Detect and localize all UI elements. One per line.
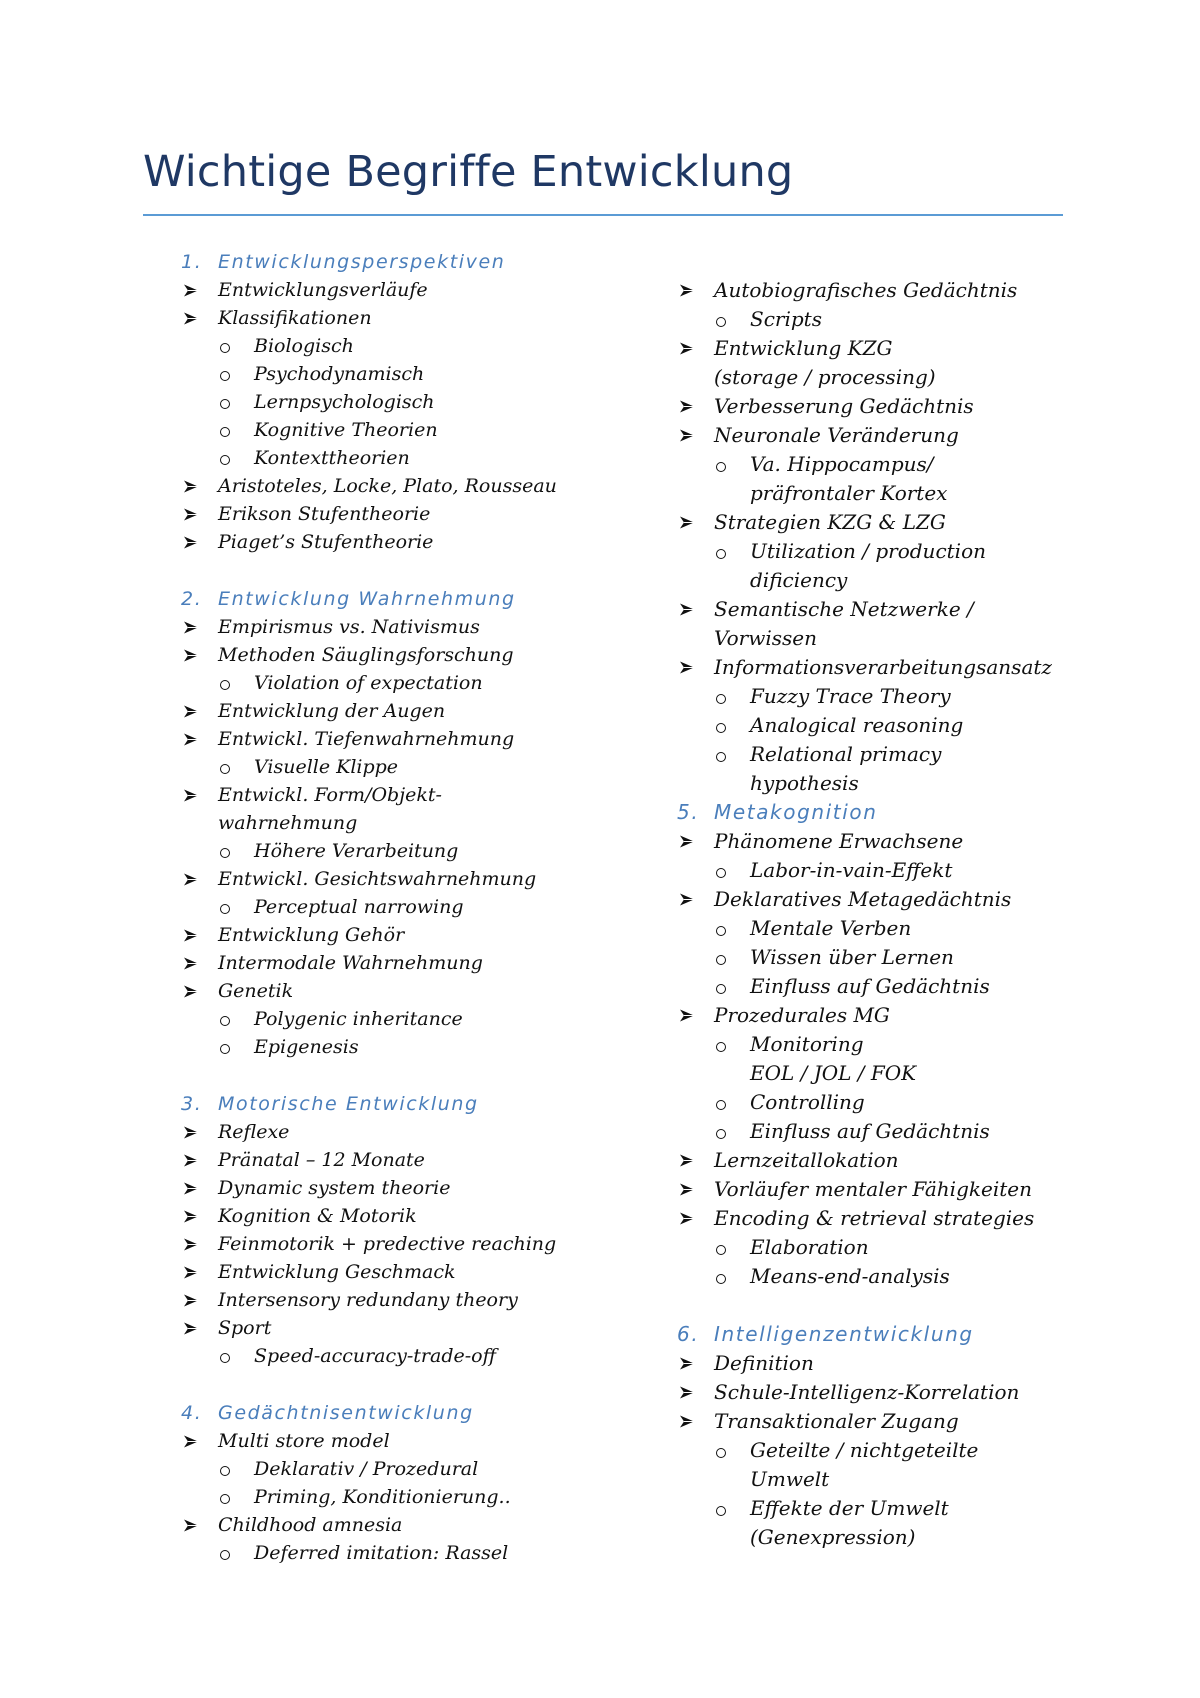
sub-item-text: Elaboration: [750, 1235, 869, 1259]
list-item: [181, 921, 661, 949]
list-item-text: Childhood amnesia: [218, 1514, 403, 1536]
circle-bullet-icon: [714, 1030, 730, 1059]
arrow-bullet-icon: [677, 827, 699, 856]
sub-list-item: [640, 1436, 1087, 1494]
arrow-bullet-icon: [677, 392, 699, 421]
list-item: [181, 304, 661, 332]
list-item-text: Deklaratives Metagedächtnis: [714, 887, 1012, 911]
arrow-bullet-icon: [677, 1349, 699, 1378]
section-title: Metakognition: [714, 800, 878, 824]
sub-item-text: Fuzzy Trace Theory: [750, 684, 951, 708]
list-item-text: Aristoteles, Locke, Plato, Rousseau: [218, 475, 557, 497]
arrow-bullet-icon: [181, 528, 203, 556]
arrow-bullet-icon: [181, 865, 203, 893]
bullet-list: [181, 1427, 661, 1567]
arrow-bullet-icon: [181, 977, 203, 1005]
list-item: [181, 725, 661, 753]
arrow-bullet-icon: [181, 1427, 203, 1455]
list-item-text: Verbesserung Gedächtnis: [714, 394, 974, 418]
section-heading: [677, 1320, 1087, 1349]
section-heading: [677, 798, 1087, 827]
list-item-text: Entwicklung der Augen: [218, 700, 446, 722]
section-title: Gedächtnisentwicklung: [218, 1402, 474, 1424]
section-heading: [181, 248, 661, 276]
bullet-list: [181, 1118, 661, 1370]
list-item: [677, 421, 1087, 450]
list-item: [181, 949, 661, 977]
list-item: [181, 1511, 661, 1539]
circle-bullet-icon: [714, 537, 730, 566]
circle-bullet-icon: [218, 444, 234, 472]
list-item-text: Prozedurales MG: [714, 1003, 890, 1027]
list-item-text: Entwickl. Gesichtswahrnehmung: [218, 868, 537, 890]
list-item-text: Sport: [218, 1317, 272, 1339]
list-item-text: Entwicklung Geschmack: [218, 1261, 456, 1283]
list-item-text: Schule-Intelligenz-Korrelation: [714, 1380, 1020, 1404]
sub-item-text: Kontexttheorien: [254, 447, 410, 469]
circle-bullet-icon: [218, 332, 234, 360]
list-item: [677, 276, 1087, 305]
list-item: [181, 1314, 661, 1342]
sub-list-item: [144, 1483, 661, 1511]
list-item: [181, 500, 661, 528]
sub-item-text: Speed-accuracy-trade-off: [254, 1345, 497, 1367]
circle-bullet-icon: [714, 972, 730, 1001]
arrow-bullet-icon: [181, 1146, 203, 1174]
list-item-text: Entwickl. Tiefenwahrnehmung: [218, 728, 515, 750]
arrow-bullet-icon: [181, 472, 203, 500]
sub-list-item: [640, 682, 1087, 711]
sub-item-text: Priming, Konditionierung..: [254, 1486, 511, 1508]
list-item: [677, 392, 1087, 421]
list-item: [181, 276, 661, 304]
arrow-bullet-icon: [181, 1314, 203, 1342]
section-heading: [181, 585, 661, 613]
list-item: [181, 865, 661, 893]
arrow-bullet-icon: [181, 276, 203, 304]
list-item-text: Reflexe: [218, 1121, 290, 1143]
sub-list-item: [144, 1005, 661, 1033]
sub-list-item: [640, 450, 1087, 508]
section-spacer: [181, 1061, 661, 1090]
circle-bullet-icon: [218, 1033, 234, 1061]
circle-bullet-icon: [714, 1088, 730, 1117]
sub-item-text: Monitoring EOL / JOL / FOK: [750, 1032, 917, 1085]
sub-item-text: Relational primacy hypothesis: [750, 742, 942, 795]
sub-list-item: [144, 1455, 661, 1483]
list-item: [181, 1146, 661, 1174]
circle-bullet-icon: [218, 416, 234, 444]
list-item: [677, 508, 1087, 537]
circle-bullet-icon: [714, 740, 730, 769]
circle-bullet-icon: [714, 682, 730, 711]
list-item-text: Klassifikationen: [218, 307, 372, 329]
sub-item-text: Psychodynamisch: [254, 363, 425, 385]
arrow-bullet-icon: [677, 1001, 699, 1030]
list-item-text: Phänomene Erwachsene: [714, 829, 964, 853]
list-item-text: Lernzeitallokation: [714, 1148, 899, 1172]
list-item: [677, 653, 1087, 682]
list-item-text: Neuronale Veränderung: [714, 423, 959, 447]
sub-item-text: Epigenesis: [254, 1036, 359, 1058]
sub-list-item: [144, 753, 661, 781]
section-spacer: [181, 556, 661, 585]
sub-item-text: Va. Hippocampus/ präfrontaler Kortex: [750, 452, 948, 505]
arrow-bullet-icon: [677, 1407, 699, 1436]
list-item: [181, 1118, 661, 1146]
list-item-text: Multi store model: [218, 1430, 390, 1452]
circle-bullet-icon: [218, 1455, 234, 1483]
sub-item-text: Biologisch: [254, 335, 354, 357]
sub-list-item: [640, 1494, 1087, 1552]
circle-bullet-icon: [218, 388, 234, 416]
left-column: [181, 248, 661, 1567]
list-item-text: Transaktionaler Zugang: [714, 1409, 959, 1433]
circle-bullet-icon: [218, 837, 234, 865]
list-item: [677, 595, 1087, 653]
arrow-bullet-icon: [677, 1378, 699, 1407]
arrow-bullet-icon: [181, 1118, 203, 1146]
list-item-text: Autobiografisches Gedächtnis: [714, 278, 1018, 302]
arrow-bullet-icon: [181, 304, 203, 332]
sub-list-item: [144, 388, 661, 416]
sub-item-text: Effekte der Umwelt (Genexpression): [750, 1496, 949, 1549]
sub-list-item: [640, 1117, 1087, 1146]
list-item: [181, 472, 661, 500]
section-title: Intelligenzentwicklung: [714, 1322, 974, 1346]
list-item: [181, 641, 661, 669]
section-spacer: [677, 1291, 1087, 1320]
sub-list-item: [640, 740, 1087, 798]
section-number: 5.: [677, 800, 700, 824]
sub-list-item: [144, 837, 661, 865]
section-title: Entwicklungsperspektiven: [218, 251, 506, 273]
bullet-list: [677, 276, 1087, 798]
arrow-bullet-icon: [181, 1258, 203, 1286]
list-item-text: Pränatal – 12 Monate: [218, 1149, 425, 1171]
arrow-bullet-icon: [181, 725, 203, 753]
list-item: [181, 1258, 661, 1286]
list-item: [677, 885, 1087, 914]
sub-list-item: [640, 711, 1087, 740]
circle-bullet-icon: [714, 1117, 730, 1146]
arrow-bullet-icon: [181, 1174, 203, 1202]
circle-bullet-icon: [714, 711, 730, 740]
bullet-list: [677, 827, 1087, 1291]
list-item: [181, 1202, 661, 1230]
list-item-text: Kognition & Motorik: [218, 1205, 417, 1227]
sub-item-text: Geteilte / nichtgeteilte Umwelt: [750, 1438, 979, 1491]
right-column: [677, 276, 1087, 1552]
circle-bullet-icon: [714, 1262, 730, 1291]
circle-bullet-icon: [218, 1539, 234, 1567]
arrow-bullet-icon: [677, 276, 699, 305]
bullet-list: [181, 276, 661, 556]
sub-item-text: Analogical reasoning: [750, 713, 964, 737]
sub-item-text: Controlling: [750, 1090, 865, 1114]
arrow-bullet-icon: [181, 613, 203, 641]
list-item-text: Entwicklung KZG (storage / processing): [714, 336, 936, 389]
section-title: Motorische Entwicklung: [218, 1093, 479, 1115]
circle-bullet-icon: [218, 360, 234, 388]
sub-list-item: [640, 972, 1087, 1001]
sub-list-item: [640, 537, 1087, 595]
section-number: 6.: [677, 1322, 700, 1346]
arrow-bullet-icon: [181, 641, 203, 669]
section-title: Entwicklung Wahrnehmung: [218, 588, 516, 610]
section-number: 4.: [181, 1402, 203, 1424]
section-spacer: [181, 1370, 661, 1399]
list-item-text: Entwickl. Form/Objekt- wahrnehmung: [218, 784, 442, 834]
sub-list-item: [640, 1233, 1087, 1262]
list-item: [181, 1427, 661, 1455]
list-item-text: Semantische Netzwerke / Vorwissen: [714, 597, 974, 650]
arrow-bullet-icon: [181, 1202, 203, 1230]
list-item-text: Entwicklungsverläufe: [218, 279, 428, 301]
section-heading: [181, 1090, 661, 1118]
sub-item-text: Perceptual narrowing: [254, 896, 464, 918]
circle-bullet-icon: [218, 893, 234, 921]
sub-item-text: Scripts: [750, 307, 822, 331]
sub-list-item: [640, 1030, 1087, 1088]
arrow-bullet-icon: [181, 697, 203, 725]
sub-list-item: [144, 444, 661, 472]
sub-list-item: [144, 893, 661, 921]
section-number: 1.: [181, 251, 203, 273]
list-item: [181, 977, 661, 1005]
list-item-text: Feinmotorik + predective reaching: [218, 1233, 557, 1255]
sub-item-text: Lernpsychologisch: [254, 391, 435, 413]
list-item-text: Dynamic system theorie: [218, 1177, 451, 1199]
sub-list-item: [640, 1262, 1087, 1291]
list-item: [677, 1001, 1087, 1030]
arrow-bullet-icon: [677, 885, 699, 914]
sub-list-item: [144, 332, 661, 360]
list-item: [181, 1230, 661, 1258]
list-item: [677, 1204, 1087, 1233]
arrow-bullet-icon: [677, 1175, 699, 1204]
arrow-bullet-icon: [181, 500, 203, 528]
list-item: [181, 697, 661, 725]
list-item-text: Intersensory redundany theory: [218, 1289, 518, 1311]
sub-list-item: [640, 914, 1087, 943]
sub-list-item: [144, 360, 661, 388]
title-underline: [143, 214, 1063, 216]
sub-list-item: [640, 305, 1087, 334]
arrow-bullet-icon: [677, 508, 699, 537]
list-item: [181, 781, 661, 837]
list-item: [677, 1407, 1087, 1436]
circle-bullet-icon: [218, 753, 234, 781]
list-item-text: Empirismus vs. Nativismus: [218, 616, 480, 638]
sub-list-item: [144, 1539, 661, 1567]
circle-bullet-icon: [714, 856, 730, 885]
circle-bullet-icon: [218, 1342, 234, 1370]
arrow-bullet-icon: [181, 1230, 203, 1258]
arrow-bullet-icon: [181, 949, 203, 977]
arrow-bullet-icon: [677, 1146, 699, 1175]
sub-list-item: [144, 416, 661, 444]
circle-bullet-icon: [218, 1483, 234, 1511]
arrow-bullet-icon: [677, 653, 699, 682]
sub-list-item: [640, 943, 1087, 972]
list-item: [181, 613, 661, 641]
circle-bullet-icon: [714, 914, 730, 943]
section-heading: [181, 1399, 661, 1427]
sub-item-text: Means-end-analysis: [750, 1264, 950, 1288]
list-item-text: Piaget’s Stufentheorie: [218, 531, 434, 553]
sub-item-text: Wissen über Lernen: [750, 945, 954, 969]
list-item-text: Strategien KZG & LZG: [714, 510, 946, 534]
list-item: [677, 827, 1087, 856]
list-item: [677, 1146, 1087, 1175]
list-item-text: Vorläufer mentaler Fähigkeiten: [714, 1177, 1032, 1201]
arrow-bullet-icon: [181, 921, 203, 949]
sub-item-text: Polygenic inheritance: [254, 1008, 463, 1030]
list-item: [677, 334, 1087, 392]
sub-list-item: [640, 1088, 1087, 1117]
list-item-text: Intermodale Wahrnehmung: [218, 952, 483, 974]
sub-item-text: Kognitive Theorien: [254, 419, 438, 441]
sub-item-text: Einfluss auf Gedächtnis: [750, 974, 990, 998]
sub-item-text: Einfluss auf Gedächtnis: [750, 1119, 990, 1143]
arrow-bullet-icon: [677, 421, 699, 450]
section-number: 2.: [181, 588, 203, 610]
sub-list-item: [144, 1033, 661, 1061]
list-item-text: Genetik: [218, 980, 294, 1002]
list-item-text: Definition: [714, 1351, 814, 1375]
arrow-bullet-icon: [677, 1204, 699, 1233]
arrow-bullet-icon: [677, 595, 699, 624]
circle-bullet-icon: [714, 305, 730, 334]
list-item: [181, 1286, 661, 1314]
list-item: [677, 1349, 1087, 1378]
list-item-text: Erikson Stufentheorie: [218, 503, 431, 525]
section-number: 3.: [181, 1093, 203, 1115]
bullet-list: [677, 1349, 1087, 1552]
page-title: Wichtige Begriffe Entwicklung: [143, 147, 794, 197]
list-item: [677, 1378, 1087, 1407]
sub-list-item: [640, 856, 1087, 885]
circle-bullet-icon: [714, 943, 730, 972]
sub-item-text: Labor-in-vain-Effekt: [750, 858, 953, 882]
sub-item-text: Violation of expectation: [254, 672, 483, 694]
sub-item-text: Deklarativ / Prozedural: [254, 1458, 479, 1480]
circle-bullet-icon: [714, 1233, 730, 1262]
sub-list-item: [144, 1342, 661, 1370]
circle-bullet-icon: [714, 1436, 730, 1465]
list-item: [181, 528, 661, 556]
list-item-text: Informationsverarbeitungsansatz: [714, 655, 1052, 679]
circle-bullet-icon: [714, 450, 730, 479]
sub-item-text: Deferred imitation: Rassel: [254, 1542, 509, 1564]
sub-item-text: Visuelle Klippe: [254, 756, 399, 778]
circle-bullet-icon: [218, 669, 234, 697]
list-item-text: Entwicklung Gehör: [218, 924, 405, 946]
sub-item-text: Höhere Verarbeitung: [254, 840, 459, 862]
list-item: [181, 1174, 661, 1202]
list-item-text: Methoden Säuglingsforschung: [218, 644, 514, 666]
circle-bullet-icon: [714, 1494, 730, 1523]
arrow-bullet-icon: [181, 781, 203, 809]
list-item-text: Encoding & retrieval strategies: [714, 1206, 1035, 1230]
circle-bullet-icon: [218, 1005, 234, 1033]
sub-list-item: [144, 669, 661, 697]
arrow-bullet-icon: [677, 334, 699, 363]
sub-item-text: Utilization / production dificiency: [750, 539, 986, 592]
arrow-bullet-icon: [181, 1511, 203, 1539]
bullet-list: [181, 613, 661, 1061]
arrow-bullet-icon: [181, 1286, 203, 1314]
sub-item-text: Mentale Verben: [750, 916, 912, 940]
list-item: [677, 1175, 1087, 1204]
